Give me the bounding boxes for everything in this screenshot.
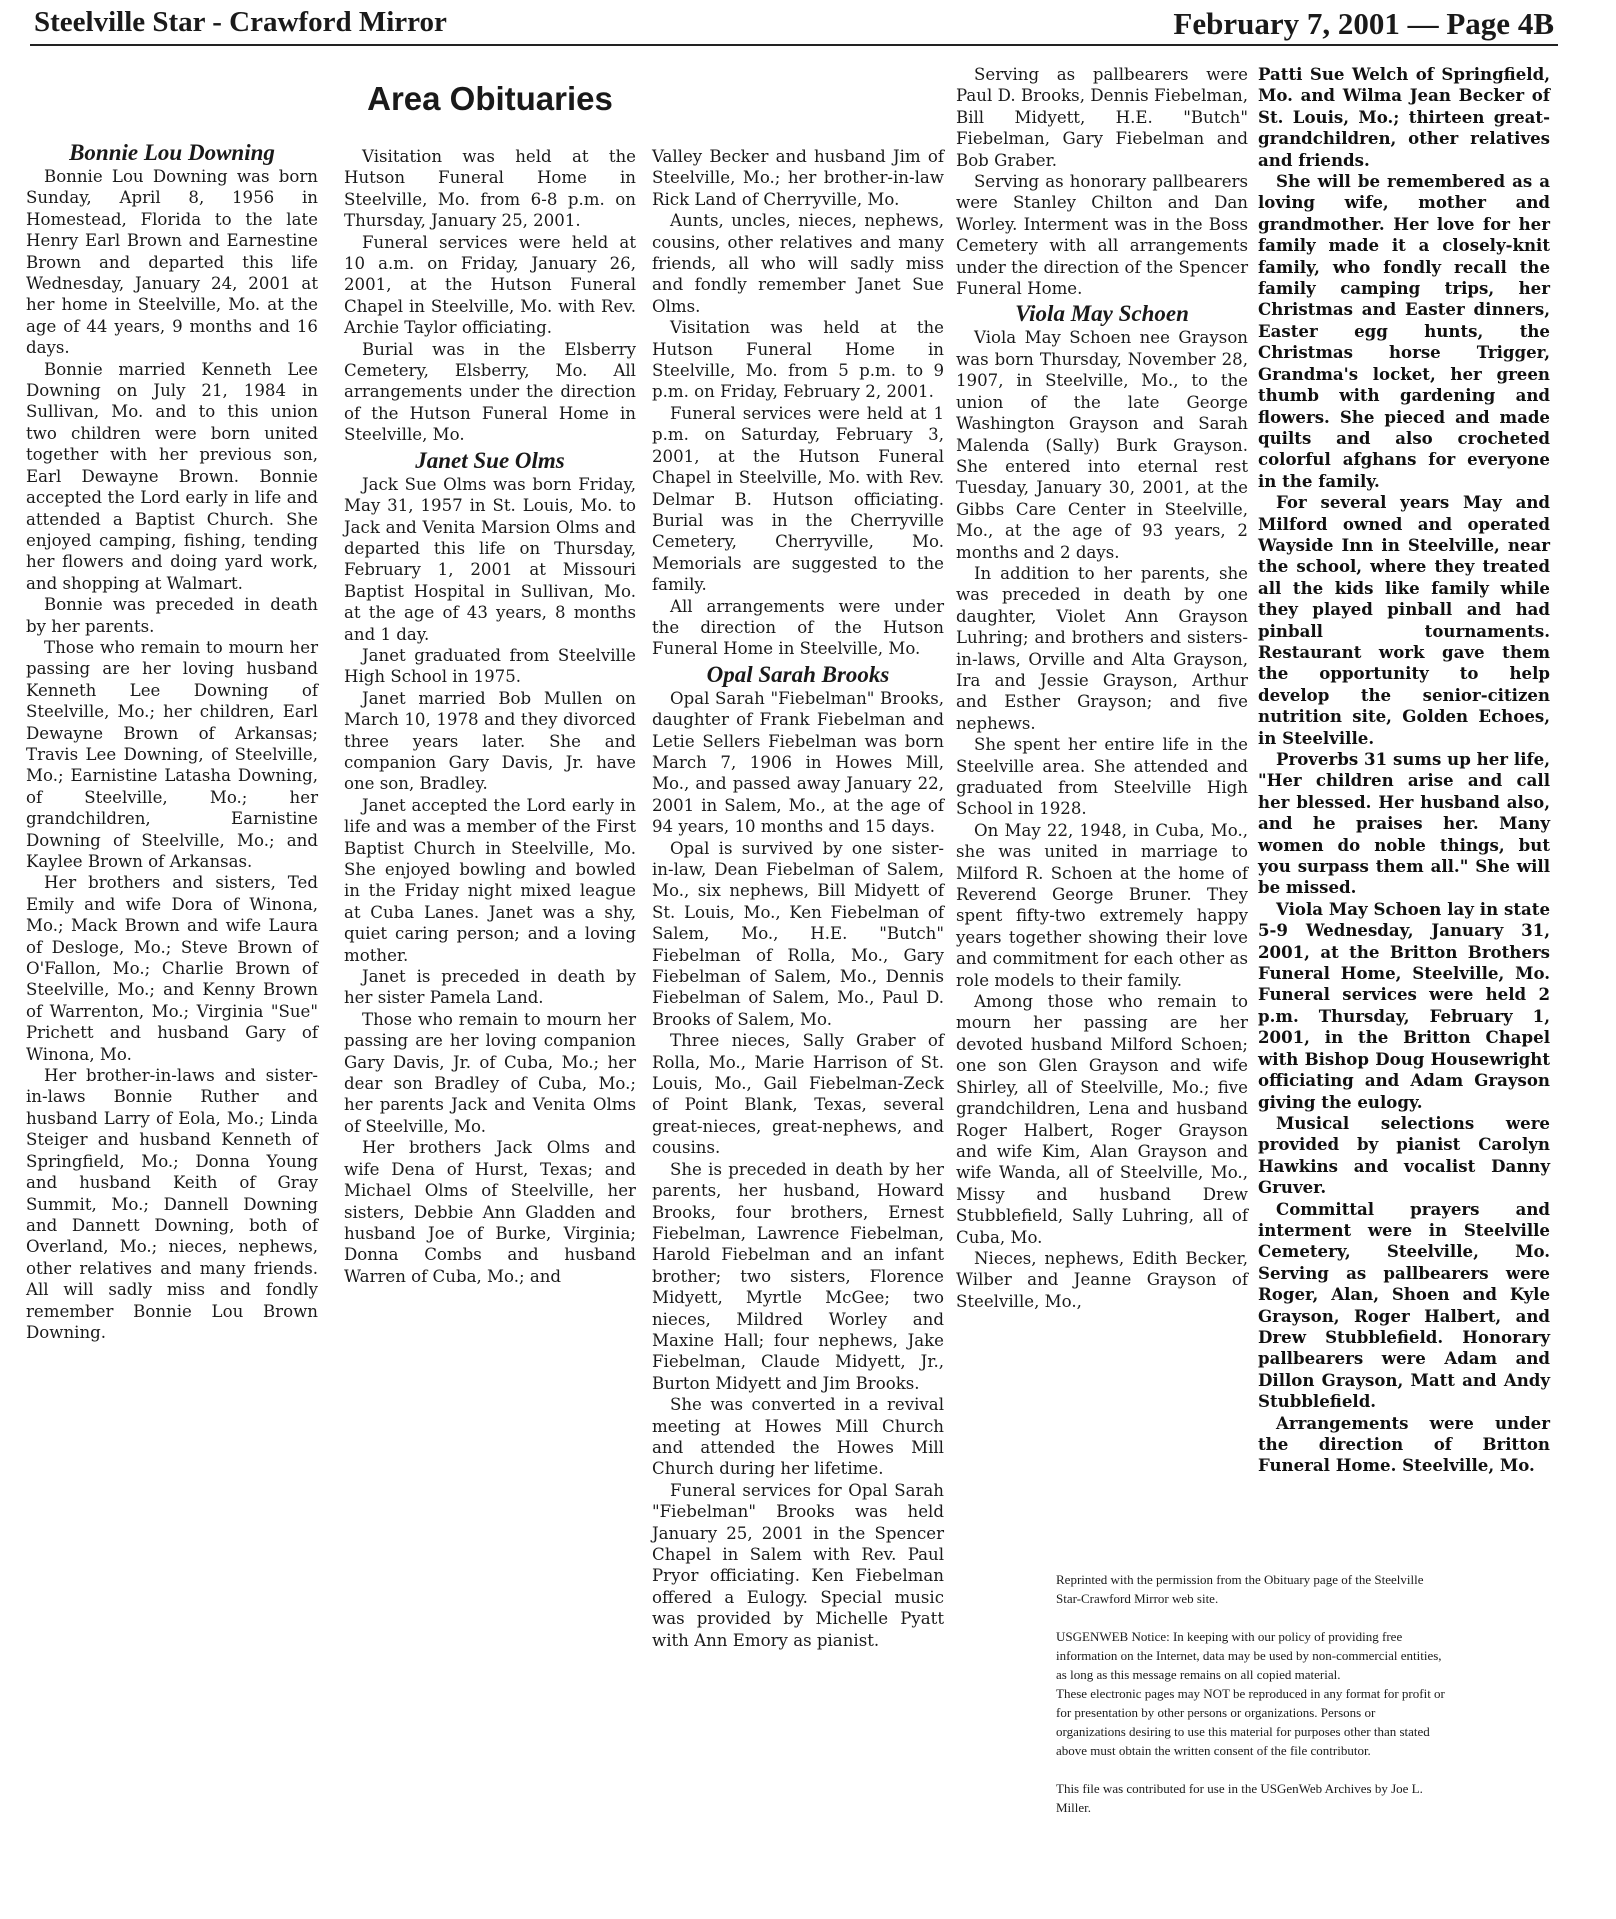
- obituary-paragraph: She spent her entire life in the Steelville area. She attended and graduated from Steelville High School in 1928.: [956, 735, 1248, 819]
- obituary-paragraph: Opal Sarah "Fiebelman" Brooks, daughter of Frank Fiebelman and Letie Sellers Fiebelman was born March 7, 1906 in Howes Mill, Mo., and passed away January 22, 2001 in Salem, Mo., at the age of 94 years, 10 months and 15 days.: [652, 688, 944, 837]
- reprint-note: Reprinted with the permission from the Obituary page of the Steelville Star-Crawford Mirror web site.: [1056, 1572, 1424, 1606]
- obituary-paragraph: Viola May Schoen lay in state 5-9 Wednesday, January 31, 2001, at the Britton Brothers Funeral Home, Steelville, Mo. Funeral services were held 2 p.m. Thursday, February 1, 2001, in the Britton Chapel with Bishop Doug Housewright officiating and Adam Grayson giving the eulogy.: [1258, 898, 1550, 1112]
- obituary-paragraph: Funeral services were held at 1 p.m. on Saturday, February 3, 2001, at the Hutson Funeral Chapel in Steelville, Mo. with Rev. Delmar B. Hutson officiating. Burial was in the Cherryville Cemetery, Cherryville, Mo. Memorials are suggested to the family.: [652, 403, 944, 595]
- obituary-paragraph: Janet accepted the Lord early in life and was a member of the First Baptist Church in Steelville, Mo. She enjoyed bowling and bowled in the Friday night mixed league at Cuba Lanes. Janet was a shy, quiet caring person; and a loving mother.: [344, 795, 636, 965]
- column-5: [1258, 64, 1550, 1477]
- obituary-paragraph: On May 22, 1948, in Cuba, Mo., she was united in marriage to Milford R. Schoen at the home of Reverend George Bruner. They spent fifty-two extremely happy years together showing their love and commitment for each other as role models to their family.: [956, 820, 1248, 990]
- obituary-paragraph: Visitation was held at the Hutson Funeral Home in Steelville, Mo. from 5 p.m. to 9 p.m. on Friday, February 2, 2001.: [652, 318, 944, 402]
- obituary-paragraph: Among those who remain to mourn her passing are her devoted husband Milford Schoen; one son Glen Grayson and wife Shirley, all of Steelville, Mo.; five grandchildren, Lena and husband Roger Halbert, Roger Grayson and wife Kim, Alan Grayson and wife Wanda, all of Steelville, Mo., Missy and husband Drew Stubblefield, Sally Luhring, all of Cuba, Mo.: [956, 992, 1248, 1247]
- obituary-paragraph: Jack Sue Olms was born Friday, May 31, 1957 in St. Louis, Mo. to Jack and Venita Marsion Olms and departed this life on Thursday, February 1, 2001 at Missouri Baptist Hospital in Sullivan, Mo. at the age of 43 years, 8 months and 1 day.: [344, 474, 636, 644]
- obituary-paragraph: Those who remain to mourn her passing are her loving companion Gary Davis, Jr. of Cuba, Mo.; her dear son Bradley of Cuba, Mo.; her parents Jack and Venita Olms of Steelville, Mo.: [344, 1009, 636, 1136]
- obituary-paragraph: Nieces, nephews, Edith Becker, Wilber and Jeanne Grayson of Steelville, Mo.,: [956, 1248, 1248, 1311]
- obituary-paragraph: Aunts, uncles, nieces, nephews, cousins, other relatives and many friends, all who will sadly miss and fondly remember Janet Sue Olms.: [652, 211, 944, 316]
- obituary-paragraph: Visitation was held at the Hutson Funeral Home in Steelville, Mo. from 6-8 p.m. on Thursday, January 25, 2001.: [344, 147, 636, 231]
- section-title: Area Obituaries: [367, 80, 613, 117]
- obituary-paragraph: Arrangements were under the direction of Britton Funeral Home. Steelville, Mo.: [1258, 1412, 1550, 1476]
- obituary-paragraph: Janet married Bob Mullen on March 10, 1978 and they divorced three years later. She and companion Gary Davis, Jr. have one son, Bradley.: [344, 688, 636, 794]
- newspaper-masthead: Steelville Star - Crawford Mirror: [34, 6, 447, 38]
- column-3: [652, 146, 944, 1651]
- obituary-paragraph: Janet graduated from Steelville High School in 1975.: [344, 645, 636, 687]
- column-2: [344, 146, 636, 1287]
- obituary-paragraph: Valley Becker and husband Jim of Steelville, Mo.; her brother-in-law Rick Land of Cherryville, Mo.: [652, 147, 944, 209]
- obituary-paragraph: Serving as pallbearers were Paul D. Brooks, Dennis Fiebelman, Bill Midyett, H.E. "Butch" Fiebelman, Gary Fiebelman and Bob Graber.: [956, 65, 1248, 170]
- obituary-paragraph: Funeral services were held at 10 a.m. on Friday, January 26, 2001, at the Hutson Funeral Chapel in Steelville, Mo. with Rev. Archie Taylor officiating.: [344, 232, 636, 338]
- contributor-note: This file was contributed for use in the USGenWeb Archives by Joe L. Miller.: [1056, 1781, 1423, 1815]
- obituary-paragraph: All arrangements were under the direction of the Hutson Funeral Home in Steelville, Mo.: [652, 596, 944, 659]
- obituary-paragraph: Committal prayers and interment were in Steelville Cemetery, Steelville, Mo. Serving as pallbearers were Roger, Alan, Shoen and Kyle Grayson, Roger Halbert, and Drew Stubblefield. Honorary pallbearers were Adam and Dillon Grayson, Matt and Andy Stubblefield.: [1258, 1198, 1550, 1412]
- column-4: [956, 64, 1248, 1312]
- reproduction-note: These electronic pages may NOT be reproduced in any format for profit or for presentation by other persons or organizations. Persons or organizations desiring to use this material for purposes other than stated above must obtain the written consent of the file contributor.: [1056, 1686, 1445, 1758]
- obituary-paragraph: Those who remain to mourn her passing are her loving husband Kenneth Lee Downing of Steelville, Mo.; her children, Earl Dewayne Brown of Arkansas; Travis Lee Downing, of Steelville, Mo.; Earnistine Latasha Downing, of Steelville, Mo.; her grandchildren, Earnistine Downing of Steelville, Mo.; and Kaylee Brown of Arkansas.: [26, 637, 318, 871]
- obituary-paragraph: Three nieces, Sally Graber of Rolla, Mo., Marie Harrison of St. Louis, Mo., Gail Fiebelman-Zeck of Point Blank, Texas, several great-nieces, great-nephews, and cousins.: [652, 1031, 944, 1158]
- obituary-paragraph: Viola May Schoen nee Grayson was born Thursday, November 28, 1907, in Steelville, Mo., to the union of the late George Washington Grayson and Sarah Malenda (Sally) Burk Grayson. She entered into eternal rest Tuesday, January 30, 2001, at the Gibbs Care Center in Steelville, Mo., at the age of 93 years, 2 months and 2 days.: [956, 328, 1248, 562]
- obituary-paragraph: Musical selections were provided by pianist Carolyn Hawkins and vocalist Danny Gruver.: [1258, 1112, 1550, 1198]
- obituary-paragraph: Bonnie was preceded in death by her parents.: [26, 595, 318, 636]
- usgenweb-notice: [1056, 1570, 1446, 1836]
- obituary-paragraph: Patti Sue Welch of Springfield, Mo. and Wilma Jean Becker of St. Louis, Mo.; thirteen great-grandchildren, other relatives and friends.: [1258, 64, 1550, 170]
- obituary-paragraph: Janet is preceded in death by her sister Pamela Land.: [344, 967, 636, 1008]
- obituary-paragraph: She was converted in a revival meeting at Howes Mill Church and attended the Howes Mill Church during her lifetime.: [652, 1395, 944, 1479]
- obituary-paragraph: She will be remembered as a loving wife, mother and grandmother. Her love for her family made it a closely-knit family, who fondly recall the family camping trips, her Christmas and Easter dinners, Easter egg hunts, the Christmas horse Trigger, Grandma's locket, her green thumb with gardening and flowers. She pieced and made quilts and also crocheted colorful afghans for everyone in the family.: [1258, 171, 1550, 491]
- obituary-paragraph: Her brother-in-laws and sister-in-laws Bonnie Ruther and husband Larry of Eola, Mo.; Linda Steiger and husband Kenneth of Springfield, Mo.; Donna Young and husband Keith of Gray Summit, Mo.; Dannell Downing and Dannett Downing, both of Overland, Mo.; nieces, nephews, other relatives and many friends. All will sadly miss and fondly remember Bonnie Lou Brown Downing.: [26, 1066, 318, 1342]
- date-page-info: February 7, 2001 — Page 4B: [1173, 6, 1554, 41]
- obituary-name-heading: Viola May Schoen: [1015, 301, 1189, 327]
- obituary-name-heading: Janet Sue Olms: [415, 447, 565, 473]
- obituary-paragraph: Proverbs 31 sums up her life, "Her children arise and call her blessed. Her husband also, and he praises her. Many women do noble things, but you surpass them all." She will be missed.: [1258, 749, 1550, 898]
- obituary-paragraph: Funeral services for Opal Sarah "Fiebelman" Brooks was held January 25, 2001 in the Spencer Chapel in Salem with Rev. Paul Pryor officiating. Ken Fiebelman offered a Eulogy. Special music was provided by Michelle Pyatt with Ann Emory as pianist.: [652, 1480, 944, 1650]
- obituary-name-heading: Opal Sarah Brooks: [706, 661, 890, 687]
- obituary-paragraph: Her brothers Jack Olms and wife Dena of Hurst, Texas; and Michael Olms of Steelville, her sisters, Debbie Ann Gladden and husband Joe of Burke, Virginia; Donna Combs and husband Warren of Cuba, Mo.; and: [344, 1138, 636, 1286]
- obituary-paragraph: She is preceded in death by her parents, her husband, Howard Brooks, four brothers, Ernest Fiebelman, Lawrence Fiebelman, Harold Fiebelman and an infant brother; two sisters, Florence Midyett, Myrtle McGee; two nieces, Mildred Worley and Maxine Hall; four nephews, Jake Fiebelman, Claude Midyett, Jr., Burton Midyett and Jim Brooks.: [652, 1159, 944, 1393]
- notice-text: USGENWEB Notice: In keeping with our policy of providing free information on the Internet, data may be used by non-commercial entities, as long as this message remains on all copied material.: [1056, 1629, 1442, 1682]
- obituary-paragraph: For several years May and Milford owned and operated Wayside Inn in Steelville, near the school, where they treated all the kids like family while they played pinball and had pinball tournaments. Restaurant work gave them the opportunity to help develop the senior-citizen nutrition site, Golden Echoes, in Steelville.: [1258, 492, 1550, 748]
- header-rule: [30, 44, 1558, 46]
- obituary-paragraph: Opal is survived by one sister-in-law, Dean Fiebelman of Salem, Mo., six nephews, Bill Midyett of St. Louis, Mo., Ken Fiebelman of Salem, Mo., H.E. "Butch" Fiebelman of Rolla, Mo., Gary Fiebelman of Salem, Mo., Dennis Fiebelman of Salem, Mo., Paul D. Brooks of Salem, Mo.: [652, 838, 944, 1029]
- obituary-paragraph: Burial was in the Elsberry Cemetery, Elsberry, Mo. All arrangements under the direction of the Hutson Funeral Home in Steelville, Mo.: [344, 339, 636, 445]
- obituary-paragraph: In addition to her parents, she was preceded in death by one daughter, Violet Ann Grayson Luhring; and brothers and sisters-in-laws, Orville and Alta Grayson, Ira and Jessie Grayson, Arthur and Esther Grayson; and five nephews.: [956, 563, 1248, 733]
- obituary-name-heading: Bonnie Lou Downing: [69, 140, 275, 165]
- obituary-paragraph: Serving as honorary pallbearers were Stanley Chilton and Dan Worley. Interment was in the Boss Cemetery with all arrangements under the direction of the Spencer Funeral Home.: [956, 172, 1248, 299]
- obituary-paragraph: Bonnie married Kenneth Lee Downing on July 21, 1984 in Sullivan, Mo. and to this union two children were born united together with her previous son, Earl Dewayne Brown. Bonnie accepted the Lord early in life and attended a Baptist Church. She enjoyed camping, fishing, tending her flowers and doing yard work, and shopping at Walmart.: [26, 359, 318, 593]
- obituary-paragraph: Bonnie Lou Downing was born Sunday, April 8, 1956 in Homestead, Florida to the late Henry Earl Brown and Earnestine Brown and departed this life Wednesday, January 24, 2001 at her home in Steelville, Mo. at the age of 44 years, 9 months and 16 days.: [26, 167, 318, 358]
- column-1: [26, 138, 318, 1343]
- obituary-paragraph: Her brothers and sisters, Ted Emily and wife Dora of Winona, Mo.; Mack Brown and wife Laura of Desloge, Mo.; Steve Brown of O'Fallon, Mo.; Charlie Brown of Steelville, Mo.; and Kenny Brown of Warrenton, Mo.; Virginia "Sue" Prichett and husband Gary of Winona, Mo.: [26, 873, 318, 1064]
